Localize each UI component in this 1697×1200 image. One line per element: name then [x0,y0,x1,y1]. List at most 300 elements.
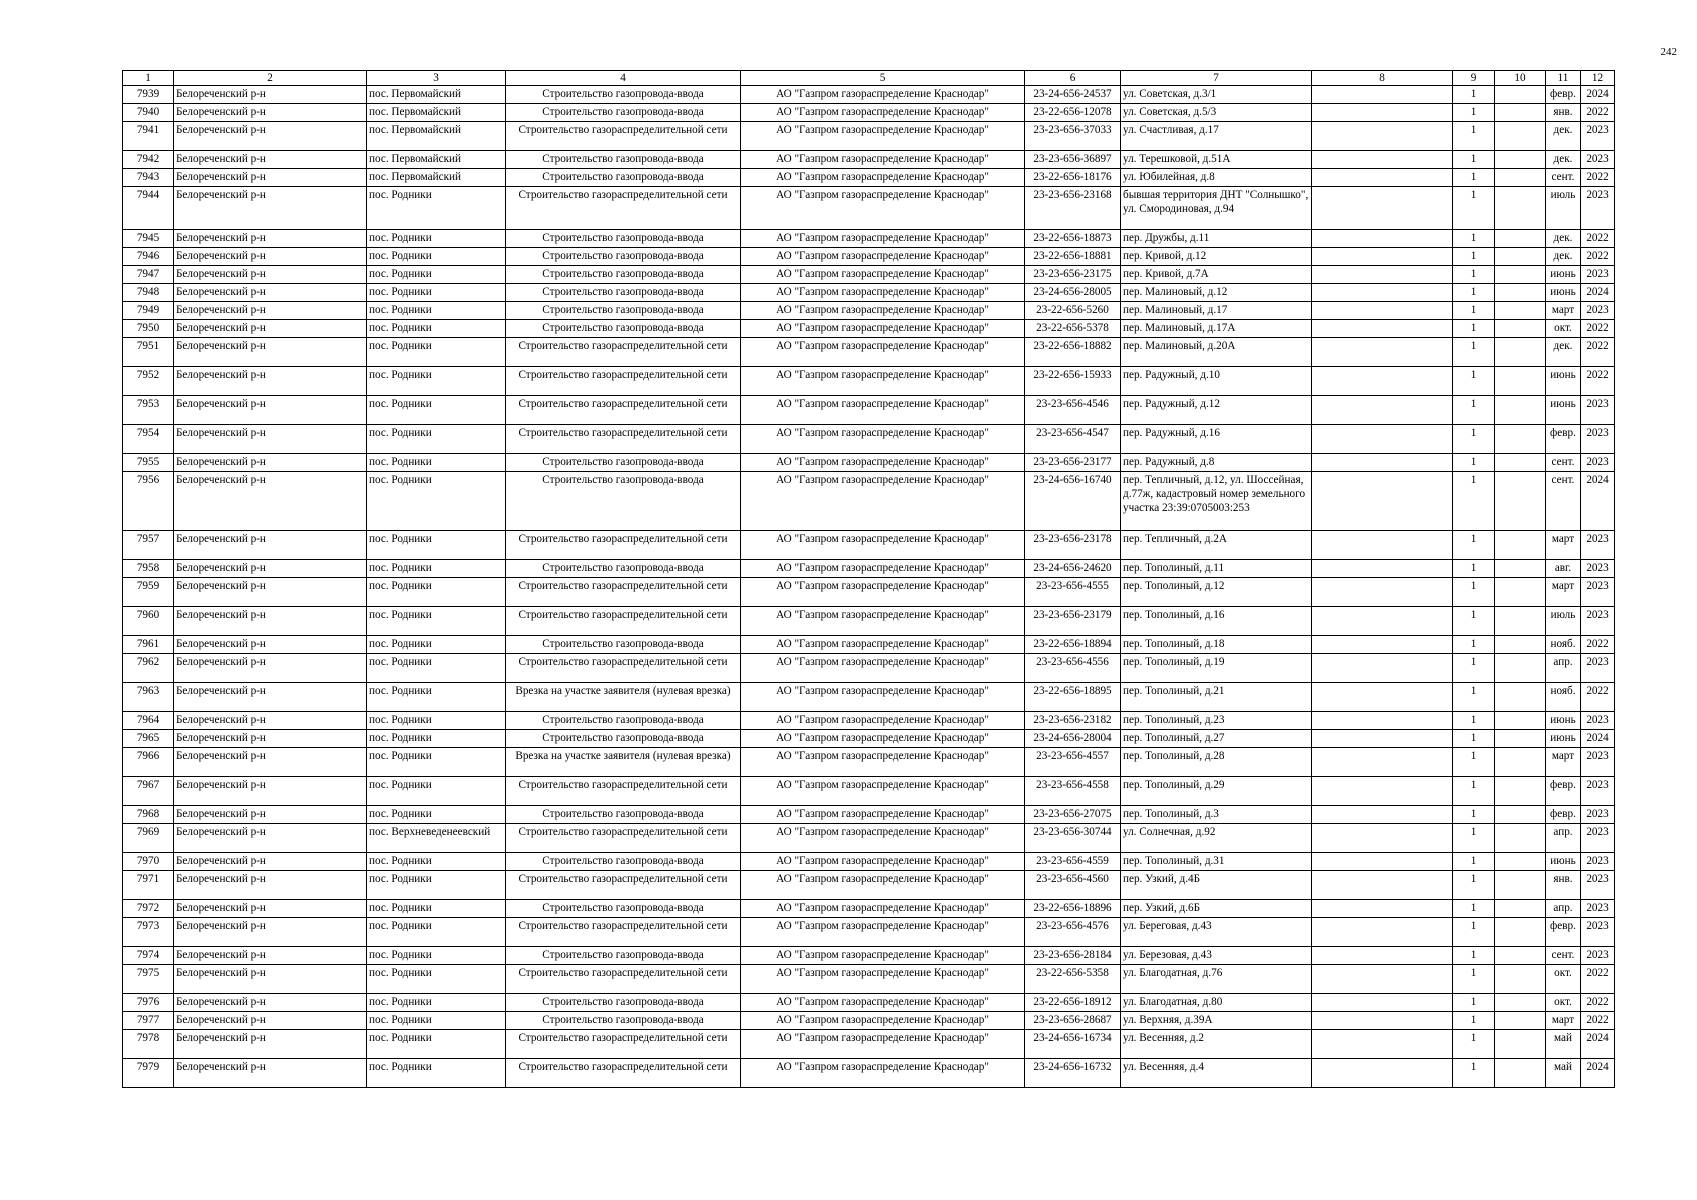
organization-cell: АО "Газпром газораспределение Краснодар" [741,320,1025,338]
organization-cell: АО "Газпром газораспределение Краснодар" [741,472,1025,531]
district-cell: Белореченский р-н [174,730,367,748]
application-code-cell: 23-22-656-18894 [1025,636,1121,654]
address-cell: пер. Малиновый, д.12 [1121,284,1312,302]
application-code-cell: 23-22-656-18895 [1025,683,1121,712]
work-type-cell: Строительство газопровода-ввода [506,900,741,918]
column-8-cell [1312,320,1453,338]
settlement-cell: пос. Первомайский [367,151,506,169]
settlement-cell: пос. Первомайский [367,86,506,104]
application-code-cell: 23-22-656-18912 [1025,994,1121,1012]
quantity-cell: 1 [1453,730,1495,748]
address-cell: пер. Тепличный, д.2А [1121,531,1312,560]
table-row [123,636,1615,654]
address-cell: ул. Юбилейная, д.8 [1121,169,1312,187]
application-code-cell: 23-24-656-16732 [1025,1059,1121,1088]
year-cell: 2024 [1581,284,1615,302]
row-number: 7976 [123,994,174,1012]
column-8-cell [1312,472,1453,531]
row-number: 7977 [123,1012,174,1030]
address-cell: пер. Тополиный, д.23 [1121,712,1312,730]
settlement-cell: пос. Родники [367,1030,506,1059]
application-code-cell: 23-24-656-16740 [1025,472,1121,531]
work-type-cell: Строительство газопровода-ввода [506,320,741,338]
column-8-cell [1312,712,1453,730]
row-number: 7954 [123,425,174,454]
settlement-cell: пос. Родники [367,187,506,230]
table-row [123,169,1615,187]
quantity-cell: 1 [1453,1030,1495,1059]
settlement-cell: пос. Родники [367,367,506,396]
month-cell: сент. [1546,169,1581,187]
address-cell: ул. Береговая, д.43 [1121,918,1312,947]
application-code-cell: 23-22-656-5260 [1025,302,1121,320]
application-code-cell: 23-23-656-23168 [1025,187,1121,230]
application-code-cell: 23-22-656-15933 [1025,367,1121,396]
month-cell: февр. [1546,806,1581,824]
district-cell: Белореченский р-н [174,578,367,607]
application-code-cell: 23-24-656-28005 [1025,284,1121,302]
settlement-cell: пос. Родники [367,947,506,965]
column-8-cell [1312,266,1453,284]
row-number: 7949 [123,302,174,320]
work-type-cell: Врезка на участке заявителя (нулевая врезка) [506,683,741,712]
work-type-cell: Строительство газопровода-ввода [506,248,741,266]
year-cell: 2023 [1581,578,1615,607]
district-cell: Белореченский р-н [174,454,367,472]
row-number: 7940 [123,104,174,122]
row-number: 7952 [123,367,174,396]
organization-cell: АО "Газпром газораспределение Краснодар" [741,284,1025,302]
row-number: 7942 [123,151,174,169]
column-10-cell [1495,367,1546,396]
organization-cell: АО "Газпром газораспределение Краснодар" [741,578,1025,607]
application-code-cell: 23-24-656-28004 [1025,730,1121,748]
table-row [123,454,1615,472]
application-code-cell: 23-23-656-4560 [1025,871,1121,900]
district-cell: Белореченский р-н [174,712,367,730]
settlement-cell: пос. Родники [367,230,506,248]
column-8-cell [1312,1012,1453,1030]
application-code-cell: 23-23-656-28687 [1025,1012,1121,1030]
month-cell: июль [1546,607,1581,636]
organization-cell: АО "Газпром газораспределение Краснодар" [741,683,1025,712]
organization-cell: АО "Газпром газораспределение Краснодар" [741,853,1025,871]
column-10-cell [1495,748,1546,777]
table-row [123,730,1615,748]
column-8-cell [1312,1030,1453,1059]
month-cell: июль [1546,187,1581,230]
settlement-cell: пос. Первомайский [367,169,506,187]
row-number: 7963 [123,683,174,712]
column-8-cell [1312,169,1453,187]
settlement-cell: пос. Родники [367,284,506,302]
application-code-cell: 23-22-656-5358 [1025,965,1121,994]
application-code-cell: 23-24-656-24620 [1025,560,1121,578]
table-row [123,284,1615,302]
table-row [123,994,1615,1012]
column-10-cell [1495,425,1546,454]
month-cell: авг. [1546,560,1581,578]
column-10-cell [1495,654,1546,683]
column-10-cell [1495,607,1546,636]
organization-cell: АО "Газпром газораспределение Краснодар" [741,454,1025,472]
district-cell: Белореченский р-н [174,918,367,947]
row-number: 7965 [123,730,174,748]
table-row [123,187,1615,230]
organization-cell: АО "Газпром газораспределение Краснодар" [741,338,1025,367]
district-cell: Белореченский р-н [174,320,367,338]
organization-cell: АО "Газпром газораспределение Краснодар" [741,748,1025,777]
quantity-cell: 1 [1453,777,1495,806]
column-number-row [123,71,1615,86]
row-number: 7971 [123,871,174,900]
settlement-cell: пос. Родники [367,683,506,712]
application-code-cell: 23-23-656-28184 [1025,947,1121,965]
column-header: 1 [123,71,174,86]
column-8-cell [1312,947,1453,965]
year-cell: 2023 [1581,900,1615,918]
row-number: 7962 [123,654,174,683]
district-cell: Белореченский р-н [174,472,367,531]
work-type-cell: Строительство газопровода-ввода [506,86,741,104]
settlement-cell: пос. Родники [367,338,506,367]
row-number: 7946 [123,248,174,266]
column-8-cell [1312,965,1453,994]
address-cell: пер. Тополиный, д.16 [1121,607,1312,636]
work-type-cell: Строительство газораспределительной сети [506,1059,741,1088]
table-row [123,1012,1615,1030]
organization-cell: АО "Газпром газораспределение Краснодар" [741,712,1025,730]
year-cell: 2023 [1581,654,1615,683]
column-10-cell [1495,730,1546,748]
table-row [123,712,1615,730]
table-row [123,947,1615,965]
column-8-cell [1312,302,1453,320]
column-10-cell [1495,151,1546,169]
row-number: 7956 [123,472,174,531]
district-cell: Белореченский р-н [174,871,367,900]
quantity-cell: 1 [1453,712,1495,730]
column-header: 8 [1312,71,1453,86]
address-cell: пер. Кривой, д.7А [1121,266,1312,284]
work-type-cell: Строительство газопровода-ввода [506,636,741,654]
quantity-cell: 1 [1453,748,1495,777]
application-code-cell: 23-22-656-5378 [1025,320,1121,338]
settlement-cell: пос. Родники [367,578,506,607]
organization-cell: АО "Газпром газораспределение Краснодар" [741,654,1025,683]
column-10-cell [1495,683,1546,712]
work-type-cell: Строительство газопровода-ввода [506,806,741,824]
address-cell: пер. Тополиный, д.28 [1121,748,1312,777]
column-header: 4 [506,71,741,86]
table-row [123,302,1615,320]
application-code-cell: 23-23-656-4559 [1025,853,1121,871]
year-cell: 2023 [1581,918,1615,947]
column-10-cell [1495,320,1546,338]
year-cell: 2022 [1581,367,1615,396]
table-row [123,396,1615,425]
table-row [123,266,1615,284]
settlement-cell: пос. Родники [367,730,506,748]
table-row [123,122,1615,151]
table-row [123,248,1615,266]
application-code-cell: 23-23-656-4555 [1025,578,1121,607]
settlement-cell: пос. Родники [367,636,506,654]
application-code-cell: 23-23-656-4546 [1025,396,1121,425]
quantity-cell: 1 [1453,425,1495,454]
column-10-cell [1495,266,1546,284]
year-cell: 2022 [1581,320,1615,338]
district-cell: Белореченский р-н [174,187,367,230]
row-number: 7943 [123,169,174,187]
organization-cell: АО "Газпром газораспределение Краснодар" [741,425,1025,454]
district-cell: Белореченский р-н [174,654,367,683]
month-cell: июнь [1546,367,1581,396]
year-cell: 2024 [1581,86,1615,104]
address-cell: ул. Весенняя, д.2 [1121,1030,1312,1059]
column-10-cell [1495,994,1546,1012]
address-cell: ул. Солнечная, д.92 [1121,824,1312,853]
column-10-cell [1495,187,1546,230]
work-type-cell: Строительство газопровода-ввода [506,454,741,472]
table-row [123,683,1615,712]
settlement-cell: пос. Родники [367,994,506,1012]
organization-cell: АО "Газпром газораспределение Краснодар" [741,560,1025,578]
district-cell: Белореченский р-н [174,425,367,454]
column-8-cell [1312,454,1453,472]
column-8-cell [1312,607,1453,636]
quantity-cell: 1 [1453,396,1495,425]
row-number: 7944 [123,187,174,230]
column-10-cell [1495,122,1546,151]
table-row [123,338,1615,367]
column-8-cell [1312,338,1453,367]
quantity-cell: 1 [1453,367,1495,396]
table-row [123,777,1615,806]
address-cell: ул. Благодатная, д.80 [1121,994,1312,1012]
table-row [123,853,1615,871]
table-row [123,560,1615,578]
column-10-cell [1495,1012,1546,1030]
district-cell: Белореченский р-н [174,748,367,777]
settlement-cell: пос. Родники [367,531,506,560]
column-10-cell [1495,712,1546,730]
address-cell: пер. Радужный, д.12 [1121,396,1312,425]
year-cell: 2024 [1581,472,1615,531]
work-type-cell: Строительство газопровода-ввода [506,560,741,578]
year-cell: 2022 [1581,104,1615,122]
organization-cell: АО "Газпром газораспределение Краснодар" [741,86,1025,104]
work-type-cell: Строительство газопровода-ввода [506,302,741,320]
district-cell: Белореченский р-н [174,560,367,578]
quantity-cell: 1 [1453,266,1495,284]
work-type-cell: Строительство газораспределительной сети [506,607,741,636]
row-number: 7979 [123,1059,174,1088]
district-cell: Белореченский р-н [174,169,367,187]
address-cell: пер. Малиновый, д.17 [1121,302,1312,320]
year-cell: 2023 [1581,396,1615,425]
quantity-cell: 1 [1453,169,1495,187]
application-code-cell: 23-23-656-27075 [1025,806,1121,824]
month-cell: март [1546,1012,1581,1030]
column-8-cell [1312,396,1453,425]
month-cell: февр. [1546,777,1581,806]
row-number: 7947 [123,266,174,284]
month-cell: дек. [1546,230,1581,248]
row-number: 7964 [123,712,174,730]
district-cell: Белореченский р-н [174,104,367,122]
column-header: 5 [741,71,1025,86]
district-cell: Белореченский р-н [174,947,367,965]
year-cell: 2023 [1581,748,1615,777]
month-cell: дек. [1546,151,1581,169]
district-cell: Белореченский р-н [174,266,367,284]
organization-cell: АО "Газпром газораспределение Краснодар" [741,187,1025,230]
address-cell: пер. Тополиный, д.12 [1121,578,1312,607]
column-10-cell [1495,1030,1546,1059]
column-10-cell [1495,284,1546,302]
organization-cell: АО "Газпром газораспределение Краснодар" [741,367,1025,396]
table-row [123,230,1615,248]
table-row [123,320,1615,338]
month-cell: май [1546,1059,1581,1088]
application-code-cell: 23-23-656-4556 [1025,654,1121,683]
application-code-cell: 23-23-656-4558 [1025,777,1121,806]
settlement-cell: пос. Родники [367,748,506,777]
year-cell: 2022 [1581,683,1615,712]
work-type-cell: Строительство газопровода-ввода [506,284,741,302]
application-code-cell: 23-23-656-4576 [1025,918,1121,947]
settlement-cell: пос. Родники [367,454,506,472]
column-8-cell [1312,86,1453,104]
column-8-cell [1312,560,1453,578]
quantity-cell: 1 [1453,187,1495,230]
application-code-cell: 23-23-656-23182 [1025,712,1121,730]
work-type-cell: Строительство газопровода-ввода [506,472,741,531]
address-cell: пер. Тополиный, д.18 [1121,636,1312,654]
district-cell: Белореченский р-н [174,1012,367,1030]
month-cell: июнь [1546,284,1581,302]
district-cell: Белореченский р-н [174,230,367,248]
work-type-cell: Строительство газопровода-ввода [506,994,741,1012]
address-cell: пер. Тополиный, д.27 [1121,730,1312,748]
row-number: 7969 [123,824,174,853]
quantity-cell: 1 [1453,248,1495,266]
year-cell: 2023 [1581,853,1615,871]
month-cell: июнь [1546,853,1581,871]
settlement-cell: пос. Родники [367,900,506,918]
settlement-cell: пос. Родники [367,777,506,806]
district-cell: Белореченский р-н [174,1059,367,1088]
year-cell: 2023 [1581,151,1615,169]
year-cell: 2023 [1581,947,1615,965]
row-number: 7941 [123,122,174,151]
settlement-cell: пос. Родники [367,320,506,338]
column-10-cell [1495,86,1546,104]
district-cell: Белореченский р-н [174,853,367,871]
settlement-cell: пос. Родники [367,560,506,578]
settlement-cell: пос. Родники [367,918,506,947]
settlement-cell: пос. Первомайский [367,104,506,122]
column-10-cell [1495,636,1546,654]
application-code-cell: 23-22-656-18881 [1025,248,1121,266]
column-8-cell [1312,187,1453,230]
quantity-cell: 1 [1453,230,1495,248]
month-cell: март [1546,578,1581,607]
address-cell: пер. Тополиный, д.29 [1121,777,1312,806]
quantity-cell: 1 [1453,965,1495,994]
settlement-cell: пос. Верхневеденеевский [367,824,506,853]
organization-cell: АО "Газпром газораспределение Краснодар" [741,947,1025,965]
month-cell: нояб. [1546,636,1581,654]
district-cell: Белореченский р-н [174,396,367,425]
quantity-cell: 1 [1453,122,1495,151]
row-number: 7958 [123,560,174,578]
work-type-cell: Строительство газораспределительной сети [506,578,741,607]
quantity-cell: 1 [1453,918,1495,947]
address-cell: пер. Дружбы, д.11 [1121,230,1312,248]
address-cell: пер. Кривой, д.12 [1121,248,1312,266]
district-cell: Белореченский р-н [174,965,367,994]
row-number: 7973 [123,918,174,947]
month-cell: февр. [1546,86,1581,104]
row-number: 7978 [123,1030,174,1059]
column-10-cell [1495,248,1546,266]
application-code-cell: 23-23-656-30744 [1025,824,1121,853]
month-cell: июнь [1546,730,1581,748]
application-code-cell: 23-22-656-18176 [1025,169,1121,187]
organization-cell: АО "Газпром газораспределение Краснодар" [741,607,1025,636]
district-cell: Белореченский р-н [174,338,367,367]
settlement-cell: пос. Родники [367,266,506,284]
column-8-cell [1312,578,1453,607]
address-cell: пер. Радужный, д.10 [1121,367,1312,396]
work-type-cell: Строительство газораспределительной сети [506,396,741,425]
column-10-cell [1495,853,1546,871]
table-row [123,367,1615,396]
district-cell: Белореченский р-н [174,248,367,266]
application-code-cell: 23-22-656-12078 [1025,104,1121,122]
work-type-cell: Строительство газораспределительной сети [506,871,741,900]
column-8-cell [1312,230,1453,248]
month-cell: сент. [1546,947,1581,965]
district-cell: Белореченский р-н [174,1030,367,1059]
quantity-cell: 1 [1453,900,1495,918]
work-type-cell: Строительство газораспределительной сети [506,965,741,994]
address-cell: пер. Радужный, д.16 [1121,425,1312,454]
table-row [123,86,1615,104]
table-row [123,900,1615,918]
column-10-cell [1495,169,1546,187]
work-type-cell: Строительство газопровода-ввода [506,151,741,169]
settlement-cell: пос. Родники [367,425,506,454]
month-cell: июнь [1546,396,1581,425]
organization-cell: АО "Газпром газораспределение Краснодар" [741,1059,1025,1088]
district-cell: Белореченский р-н [174,531,367,560]
column-10-cell [1495,472,1546,531]
address-cell: пер. Малиновый, д.20А [1121,338,1312,367]
district-cell: Белореченский р-н [174,367,367,396]
year-cell: 2023 [1581,824,1615,853]
column-header: 2 [174,71,367,86]
work-type-cell: Строительство газораспределительной сети [506,1030,741,1059]
address-cell: пер. Тополиный, д.19 [1121,654,1312,683]
row-number: 7951 [123,338,174,367]
column-header: 6 [1025,71,1121,86]
row-number: 7939 [123,86,174,104]
year-cell: 2022 [1581,169,1615,187]
application-code-cell: 23-22-656-18896 [1025,900,1121,918]
